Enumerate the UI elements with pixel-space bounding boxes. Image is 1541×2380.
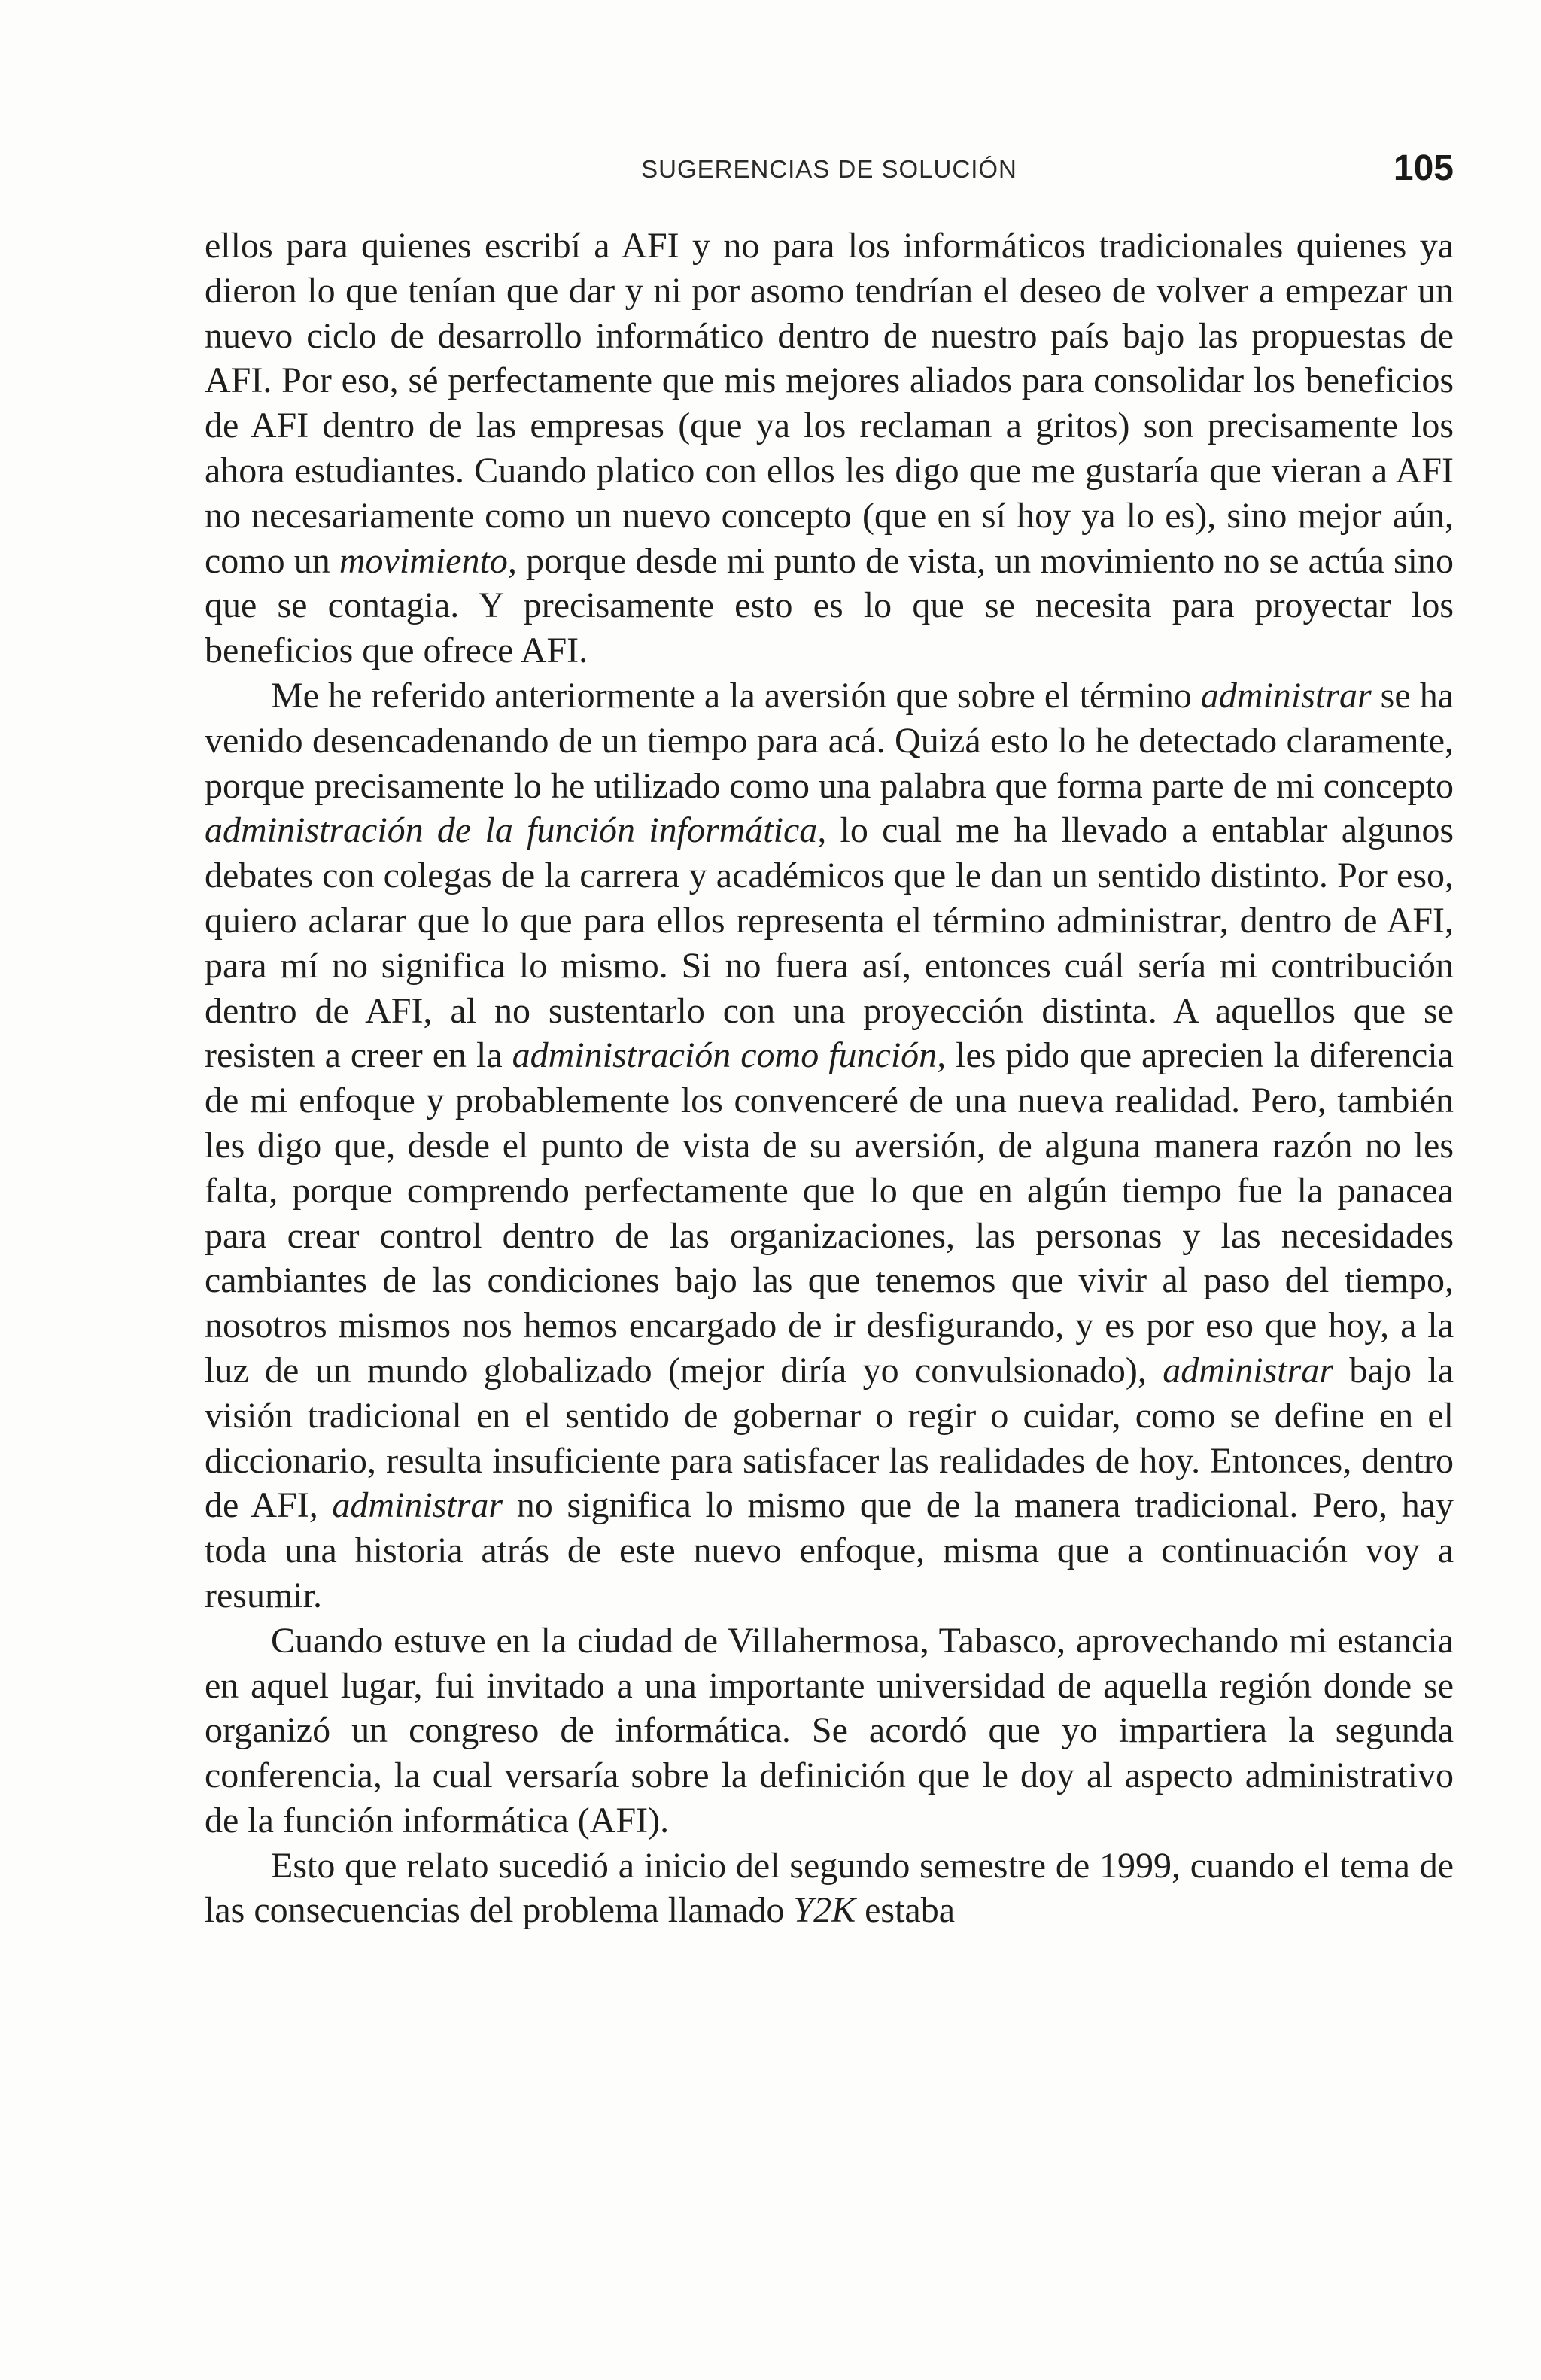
- text-run: Esto que relato sucedió a inicio del segundo semestre de 1999, cuando el tema de las consecuencias del problema llamado: [205, 1845, 1454, 1931]
- italic-text-run: Y2K: [793, 1890, 856, 1931]
- text-run: Cuando estuve en la ciudad de Villahermosa, Tabasco, aprovechando mi estancia en aquel lugar, fui invitado a una importante universidad de aquella región donde se organizó un congreso de informática. Se acordó que yo impartiera la segunda conferencia, la cual versaría sobre la definición que le doy al aspecto administrativo de la función informática (AFI).: [205, 1620, 1454, 1840]
- running-title: SUGERENCIAS DE SOLUCIÓN: [641, 155, 1017, 183]
- body-text: [205, 223, 1454, 1933]
- italic-text-run: administrar: [1200, 675, 1372, 716]
- italic-text-run: administrar: [332, 1485, 503, 1526]
- text-run: ellos para quienes escribí a AFI y no para los informáticos tradicionales quienes ya dieron lo que tenían que dar y ni por asomo tendrían el deseo de volver a empezar un nuevo ciclo de desarrollo informático dentro de nuestro país bajo las propuestas de AFI. Por eso, sé perfectamente que mis mejores aliados para consolidar los beneficios de AFI dentro de las empresas (que ya los reclaman a gritos) son precisamente los ahora estudiantes. Cuando platico con ellos les digo que me gustaría que vieran a AFI no necesariamente como un nuevo concepto (que en sí hoy ya lo es), sino mejor aún, como un: [205, 226, 1454, 581]
- text-run: estaba: [856, 1890, 956, 1931]
- paragraph: [205, 1619, 1454, 1844]
- paragraph: [205, 1844, 1454, 1934]
- text-run: se ha venido desencadenando de un tiempo para acá. Quizá esto lo he detectado claramente, porque precisamente lo he utilizado como una palabra que forma parte de mi concepto: [205, 675, 1454, 806]
- running-head: [205, 147, 1454, 193]
- page-number: 105: [1393, 148, 1454, 188]
- text-run: les pido que aprecien la diferencia de mi enfoque y probablemente los convenceré de una nueva realidad. Pero, también les digo que, desde el punto de vista de su aversión, de alguna manera razón no les falta, porque comprendo perfectamente que lo que en algún tiempo fue la panacea para crear control dentro de las organizaciones, las personas y las necesidades cambiantes de las condiciones bajo las que tenemos que vivir al paso del tiempo, nosotros mismos nos hemos encargado de ir desfigurando, y es por eso que hoy, a la luz de un mundo globalizado (mejor diría yo convulsionado),: [205, 1035, 1454, 1391]
- text-run: Me he referido anteriormente a la aversión que sobre el término: [271, 675, 1201, 716]
- italic-text-run: administración de la función informática,: [205, 810, 827, 851]
- italic-text-run: administración como función,: [512, 1035, 947, 1076]
- text-run: no significa lo mismo que de la manera tradicional. Pero, hay toda una historia atrás de este nuevo enfoque, misma que a continuación voy a resumir.: [205, 1485, 1454, 1616]
- italic-text-run: administrar: [1163, 1350, 1333, 1391]
- paragraph: [205, 673, 1454, 1619]
- text-run: porque desde mi punto de vista, un movimiento no se actúa sino que se contagia. Y precisamente esto es lo que se necesita para proyectar los beneficios que ofrece AFI.: [205, 540, 1454, 671]
- italic-text-run: movimiento,: [339, 540, 517, 581]
- paragraph: [205, 223, 1454, 673]
- text-run: bajo la visión tradicional en el sentido de gobernar o regir o cuidar, como se define en el diccionario, resulta insuficiente para satisfacer las realidades de hoy. Entonces, dentro de AFI,: [205, 1350, 1454, 1526]
- text-run: lo cual me ha llevado a entablar algunos debates con colegas de la carrera y académicos que le dan un sentido distinto. Por eso, quiero aclarar que lo que para ellos representa el término administrar, dentro de AFI, para mí no significa lo mismo. Si no fuera así, entonces cuál sería mi contribución dentro de AFI, al no sustentarlo con una proyección distinta. A aquellos que se resisten a creer en la: [205, 810, 1454, 1076]
